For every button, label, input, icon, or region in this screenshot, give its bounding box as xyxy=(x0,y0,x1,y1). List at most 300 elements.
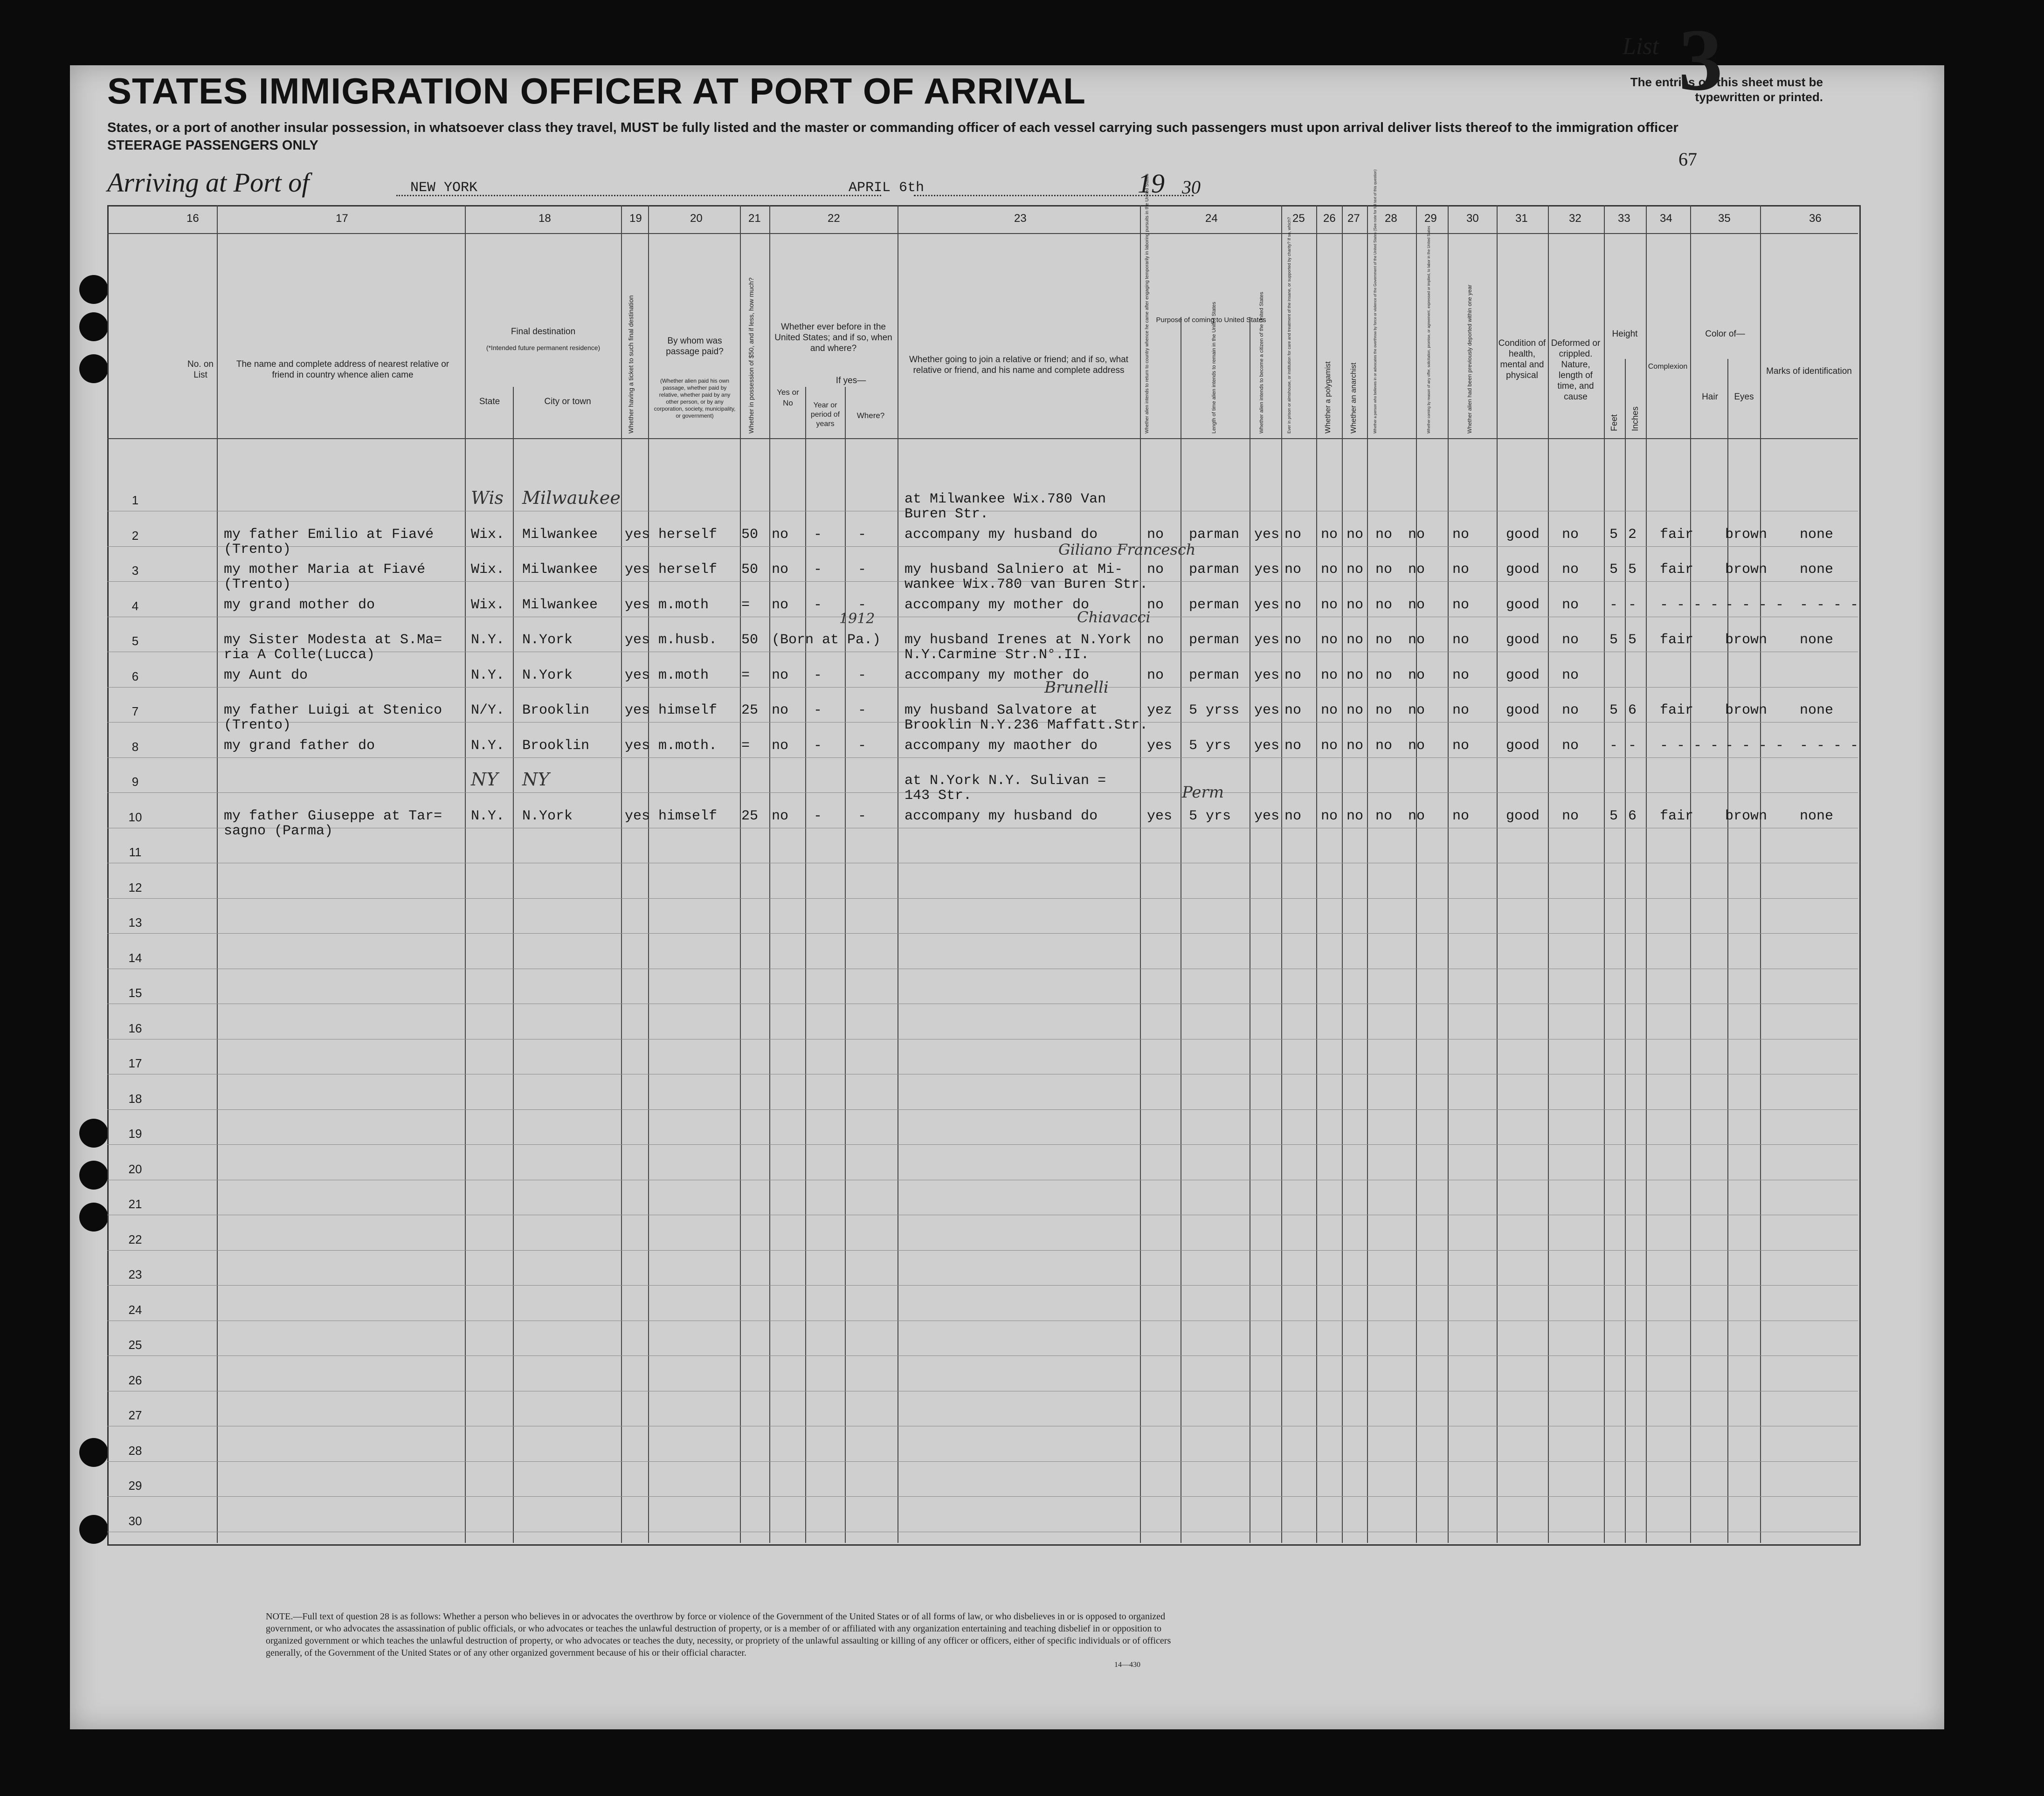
cell-health: good xyxy=(1506,702,1540,718)
cell-paid: m.moth xyxy=(658,667,709,683)
cell-q26: no xyxy=(1321,808,1338,824)
cell-p-b: parman xyxy=(1189,562,1240,578)
cell-paid: m.husb. xyxy=(658,632,718,648)
column-rule xyxy=(465,205,466,1543)
cell-yn: no xyxy=(772,526,789,543)
cell-p-c: yes xyxy=(1254,808,1280,824)
cell-yn: no xyxy=(772,702,789,718)
cell-q29: no xyxy=(1408,526,1425,543)
cell-q25: no xyxy=(1284,737,1302,754)
cell-hair: fair xyxy=(1660,526,1694,543)
colnum-24: 24 xyxy=(1205,212,1218,225)
date-value: APRIL 6th xyxy=(849,180,925,196)
header-final-destination: Final destination xyxy=(511,327,576,337)
colnum-33: 33 xyxy=(1618,212,1630,225)
cell-state: Wix. xyxy=(471,597,505,613)
colnum-31: 31 xyxy=(1515,212,1528,225)
colnum-28: 28 xyxy=(1385,212,1397,225)
cell-yn: no xyxy=(772,808,789,824)
header-where: Where? xyxy=(856,411,885,420)
cell-hair: - - - - xyxy=(1660,737,1719,754)
cell-q29: no xyxy=(1408,702,1425,718)
cell-state: N/Y. xyxy=(471,702,505,718)
cell-inches: 2 xyxy=(1628,526,1637,543)
footer-note: NOTE.—Full text of question 28 is as follows: Whether a person who believes in or advocates the overthrow by force or violence of the Government of the United States or of all forms of law, or who disbelieves in or is opposed to organized government, or who advocates the assassination of public officials, or who advocates or teaches the unlawful destruction of property, or is a member of or affiliated with any organization entertaining and teaching disbelief in or opposition to organized government or which teaches the unlawful destruction of property, or who advocates or teaches the duty, necessity, or propriety of the unlawful assaulting or killing of any officer or officers, either of specific individuals or of officers generally, of the Government of the United States or of any other organized government because of his or their official character. xyxy=(266,1611,1171,1658)
cell-q27: no xyxy=(1347,667,1364,683)
cell-q28: no xyxy=(1375,597,1393,613)
cell-p-c: yes xyxy=(1254,526,1280,543)
cell-period: - xyxy=(814,526,822,543)
column-rule xyxy=(1625,359,1626,1543)
cell-q28: no xyxy=(1375,702,1393,718)
cell-ticket: yes xyxy=(625,808,650,824)
column-rule xyxy=(1548,205,1549,1543)
cell-q29: no xyxy=(1408,597,1425,613)
column-rule xyxy=(621,205,622,1543)
column-rule xyxy=(1140,205,1141,1543)
cell-feet: 5 xyxy=(1609,808,1618,824)
cell-q30: no xyxy=(1452,737,1470,754)
row-number: 11 xyxy=(129,845,142,859)
cell-health: good xyxy=(1506,737,1540,754)
column-rule xyxy=(1497,205,1498,1543)
header-health: Condition of health, mental and physical xyxy=(1498,338,1546,380)
cell-where: - xyxy=(858,562,867,578)
cell-joining2: wankee Wix.780 van Buren Str. xyxy=(905,577,1148,592)
colnum-17: 17 xyxy=(336,212,348,225)
cell-health: good xyxy=(1506,667,1540,683)
cell-p-c: yes xyxy=(1254,562,1280,578)
cell-inches: - xyxy=(1628,597,1637,613)
row-rule xyxy=(107,546,1858,547)
cell-eyes: brown xyxy=(1725,808,1768,824)
handwritten-note: 1912 xyxy=(839,611,875,627)
cell-eyes: brown xyxy=(1725,526,1768,543)
cell-p-a: no xyxy=(1147,597,1164,613)
cell-inches: 5 xyxy=(1628,632,1637,648)
cell-q29: no xyxy=(1408,808,1425,824)
cell-q28: no xyxy=(1375,737,1393,754)
cell-inches: 5 xyxy=(1628,562,1637,578)
cell-money: = xyxy=(741,737,750,754)
colnum-36: 36 xyxy=(1809,212,1822,225)
cell-money: 50 xyxy=(741,632,759,648)
row-rule xyxy=(107,1144,1858,1145)
header-q30: Whether alien had been previously deported within one year xyxy=(1466,284,1473,434)
cell-p-a: yes xyxy=(1147,737,1173,754)
cell-p-b: 5 yrs xyxy=(1189,737,1231,754)
row-number: 14 xyxy=(128,950,142,965)
handwritten-note: Perm xyxy=(1182,783,1224,802)
colnum-35: 35 xyxy=(1718,212,1731,225)
header-passage-paid-note: (Whether alien paid his own passage, whether paid by relative, whether paid by any other person, or by any corporation, society, municipality, or government) xyxy=(654,378,736,419)
header-inches: Inches xyxy=(1630,406,1640,431)
cell-q27: no xyxy=(1347,702,1364,718)
cell-p-a: yez xyxy=(1147,702,1173,718)
cell-p-a: yes xyxy=(1147,808,1173,824)
cell-joining2: 143 Str. xyxy=(905,788,972,804)
cell-health: good xyxy=(1506,808,1540,824)
cell-yn: no xyxy=(772,597,789,613)
cell-where: - xyxy=(858,667,867,683)
cell-ticket: yes xyxy=(625,562,650,578)
row-number: 29 xyxy=(128,1479,142,1493)
row-number: 15 xyxy=(128,986,142,1000)
cell-yn: no xyxy=(772,562,789,578)
form-title: STATES IMMIGRATION OFFICER AT PORT OF ARRIVAL xyxy=(107,70,1086,111)
cell-inches: 6 xyxy=(1628,808,1637,824)
row-number: 16 xyxy=(128,1021,142,1035)
row-rule xyxy=(107,757,1858,758)
handwritten-note: Brunelli xyxy=(1044,678,1109,697)
steerage-label: STEERAGE PASSENGERS ONLY xyxy=(107,138,318,153)
cell-q25: no xyxy=(1284,632,1302,648)
colnum-18: 18 xyxy=(539,212,551,225)
cell-q26: no xyxy=(1321,597,1338,613)
cell-p-b: 5 yrss xyxy=(1189,702,1240,718)
cell-q25: no xyxy=(1284,702,1302,718)
column-rule xyxy=(1604,205,1605,1543)
cell-rel1: my Aunt do xyxy=(224,667,308,683)
cell-p-a: no xyxy=(1147,526,1164,543)
row-rule xyxy=(107,1285,1858,1286)
cell-joining2: N.Y.Carmine Str.N°.II. xyxy=(905,647,1090,663)
cell-paid: m.moth. xyxy=(658,737,718,754)
punch-hole xyxy=(79,1515,108,1544)
row-rule xyxy=(107,1496,1858,1497)
cell-ticket: yes xyxy=(625,632,650,648)
column-rule xyxy=(1342,205,1343,1543)
row-number: 18 xyxy=(128,1091,142,1106)
colnum-21: 21 xyxy=(748,212,761,225)
cell-joining: my husband Salniero at Mi- xyxy=(905,562,1123,578)
cell-city: N.York xyxy=(522,667,573,683)
cell-p-c: yes xyxy=(1254,597,1280,613)
colnum-22: 22 xyxy=(828,212,840,225)
page-number: 67 xyxy=(1678,149,1697,170)
row-rule xyxy=(107,687,1858,688)
cell-feet: 5 xyxy=(1609,526,1618,543)
cell-ticket: yes xyxy=(625,526,650,543)
cell-rel1: my Sister Modesta at S.Ma= xyxy=(224,632,442,648)
cell-eyes: brown xyxy=(1725,562,1768,578)
column-rule xyxy=(1416,205,1417,1543)
cell-eyes: brown xyxy=(1725,702,1768,718)
form-subtitle: States, or a port of another insular possession, in whatsoever class they travel, MUST be fully listed and the master or commanding officer of each vessel carrying such passengers must upon arrival deliver lists thereof to the immigration officer xyxy=(107,120,1678,135)
row-number: 10 xyxy=(128,810,142,824)
row-number: 27 xyxy=(128,1408,142,1422)
cell-p-c: yes xyxy=(1254,667,1280,683)
header-if-yes: If yes— xyxy=(836,376,866,385)
cell-period: - xyxy=(814,562,822,578)
cell-rel2: (Trento) xyxy=(224,577,291,592)
cell-rel2: sagno (Parma) xyxy=(224,823,333,839)
cell-q28: no xyxy=(1375,526,1393,543)
year-suffix: 30 xyxy=(1182,177,1201,198)
cell-deformed: no xyxy=(1562,632,1579,648)
cell-joining2: Brooklin N.Y.236 Maffatt.Str. xyxy=(905,717,1148,733)
row-rule xyxy=(107,1109,1858,1110)
cell-state: N.Y. xyxy=(471,737,505,754)
cell-p-b: perman xyxy=(1189,667,1240,683)
colnum-20: 20 xyxy=(690,212,703,225)
cell-q30: no xyxy=(1452,597,1470,613)
cell-period: - xyxy=(814,808,822,824)
cell-money: = xyxy=(741,667,750,683)
cell-q27: no xyxy=(1347,562,1364,578)
cell-where: - xyxy=(858,526,867,543)
cell-q30: no xyxy=(1452,632,1470,648)
cell-feet: 5 xyxy=(1609,702,1618,718)
handwritten-note: Chiavacci xyxy=(1077,608,1151,626)
cell-feet: 5 xyxy=(1609,562,1618,578)
row-number: 20 xyxy=(128,1162,142,1176)
cell-joining: my husband Irenes at N.York xyxy=(905,632,1132,648)
cell-feet: 5 xyxy=(1609,632,1618,648)
cell-marks: none xyxy=(1800,808,1834,824)
cell-q29: no xyxy=(1408,737,1425,754)
colnum-16: 16 xyxy=(186,212,199,225)
cell-q25: no xyxy=(1284,808,1302,824)
cell-deformed: no xyxy=(1562,667,1579,683)
cell-ticket: yes xyxy=(625,597,650,613)
row-number: 30 xyxy=(128,1514,142,1528)
punch-hole xyxy=(79,1119,108,1148)
row-number: 21 xyxy=(128,1197,142,1211)
cell-city: Brooklin xyxy=(522,737,590,754)
header-state: State xyxy=(479,397,500,406)
cell-health: good xyxy=(1506,562,1540,578)
cell-q30: no xyxy=(1452,808,1470,824)
row-number: 3 xyxy=(131,564,139,578)
column-rule xyxy=(1646,205,1647,1543)
cell-yn: (Born at Pa.) xyxy=(772,632,881,648)
cell-health: good xyxy=(1506,632,1540,648)
colnum-30: 30 xyxy=(1466,212,1479,225)
row-number: 4 xyxy=(131,599,139,613)
column-rule xyxy=(845,387,846,1543)
list-label: List xyxy=(1623,33,1659,60)
cell-deformed: no xyxy=(1562,737,1579,754)
cell-joining: accompany my maother do xyxy=(905,737,1098,754)
punch-hole xyxy=(79,1161,108,1190)
cell-feet: - xyxy=(1609,737,1618,754)
cell-yn: no xyxy=(772,667,789,683)
cell-q27: no xyxy=(1347,632,1364,648)
cell-rel2: ria A Colle(Lucca) xyxy=(224,647,375,663)
header-before-us: Whether ever before in the United States; and if so, when and where? xyxy=(774,322,892,353)
cell-joining: at Milwankee Wix.780 Van xyxy=(905,491,1106,507)
cell-marks: - - - - xyxy=(1800,597,1859,613)
header-polygamist: Whether a polygamist xyxy=(1324,361,1332,434)
column-rule xyxy=(217,205,218,1543)
cell-health: good xyxy=(1506,597,1540,613)
cell-q25: no xyxy=(1284,597,1302,613)
header-rule xyxy=(107,233,1858,234)
form-code: 14—430 xyxy=(1114,1661,1140,1669)
cell-state: Wix. xyxy=(471,562,505,578)
cell-joining2: Buren Str. xyxy=(905,506,989,522)
cell-state: Wis xyxy=(471,488,504,508)
cell-q26: no xyxy=(1321,702,1338,718)
column-rule xyxy=(1690,205,1691,1543)
cell-deformed: no xyxy=(1562,808,1579,824)
cell-hair: fair xyxy=(1660,702,1694,718)
cell-q26: no xyxy=(1321,667,1338,683)
cell-where: - xyxy=(858,737,867,754)
punch-hole xyxy=(79,354,108,383)
header-city: City or town xyxy=(544,397,591,406)
row-rule xyxy=(107,1250,1858,1251)
cell-p-c: yes xyxy=(1254,737,1280,754)
cell-hair: fair xyxy=(1660,562,1694,578)
cell-where: - xyxy=(858,808,867,824)
cell-q29: no xyxy=(1408,632,1425,648)
row-number: 22 xyxy=(128,1232,142,1246)
header-period: Year or period of years xyxy=(810,401,840,428)
handwritten-note: Giliano Francesch xyxy=(1058,541,1196,558)
year-prefix: 19 xyxy=(1138,168,1165,199)
cell-q30: no xyxy=(1452,526,1470,543)
colnum-27: 27 xyxy=(1347,212,1360,225)
cell-p-b: perman xyxy=(1189,632,1240,648)
column-rule xyxy=(513,387,514,1543)
cell-health: good xyxy=(1506,526,1540,543)
cell-joining: at N.York N.Y. Sulivan = xyxy=(905,773,1106,789)
punch-hole xyxy=(79,1438,108,1467)
cell-hair: - - - - xyxy=(1660,597,1719,613)
header-passage-paid: By whom was passage paid? xyxy=(666,336,724,357)
list-number: 3 xyxy=(1678,11,1723,109)
cell-joining: accompany my mother do xyxy=(905,597,1090,613)
row-number: 5 xyxy=(131,634,139,648)
cell-deformed: no xyxy=(1562,702,1579,718)
header-purpose-c: Whether alien intends to become a citizen of the United States xyxy=(1259,292,1264,434)
port-value: NEW YORK xyxy=(410,180,478,196)
cell-rel1: my father Emilio at Fiavé xyxy=(224,526,434,543)
row-rule xyxy=(107,898,1858,899)
cell-p-b: 5 yrs xyxy=(1189,808,1231,824)
cell-q26: no xyxy=(1321,526,1338,543)
row-number: 26 xyxy=(128,1373,142,1387)
cell-marks: - - - - xyxy=(1800,737,1859,754)
cell-yn: no xyxy=(772,737,789,754)
row-number: 8 xyxy=(131,739,139,754)
row-number: 12 xyxy=(128,880,142,895)
list-instructions: The entries on this sheet must be typewritten or printed. xyxy=(1630,75,1823,104)
cell-q26: no xyxy=(1321,562,1338,578)
header-q28: Whether a person who believes in or advocates the overthrow by force or violence of the Government of the United States (See note for full text of this question) xyxy=(1373,169,1377,434)
row-number: 1 xyxy=(131,493,139,507)
cell-q28: no xyxy=(1375,808,1393,824)
row-number: 17 xyxy=(128,1056,142,1070)
cell-q29: no xyxy=(1408,562,1425,578)
header-marks: Marks of identification xyxy=(1766,366,1852,376)
header-color-of: Color of— xyxy=(1705,329,1745,339)
cell-state: Wix. xyxy=(471,526,505,543)
cell-money: 25 xyxy=(741,702,759,718)
cell-eyes: - - - - xyxy=(1725,737,1784,754)
row-number: 28 xyxy=(128,1443,142,1458)
cell-joining: accompany my husband do xyxy=(905,808,1098,824)
header-deformed: Deformed or crippled. Nature, length of time, and cause xyxy=(1551,338,1601,402)
cell-city: N.York xyxy=(522,808,573,824)
cell-p-c: yes xyxy=(1254,632,1280,648)
header-purpose-a: Whether alien intends to return to country whence he came after engaging temporarily in laboring pursuits in the United States xyxy=(1145,173,1150,434)
colnum-26: 26 xyxy=(1323,212,1336,225)
cell-city: Brooklin xyxy=(522,702,590,718)
header-nearest-relative: The name and complete address of nearest relative or friend in country whence alien came xyxy=(236,359,449,380)
cell-q28: no xyxy=(1375,667,1393,683)
cell-q28: no xyxy=(1375,562,1393,578)
cell-joining: my husband Salvatore at xyxy=(905,702,1098,718)
header-joining: Whether going to join a relative or friend; and if so, what relative or friend, and his name and complete address xyxy=(909,355,1128,375)
cell-q26: no xyxy=(1321,737,1338,754)
cell-marks: none xyxy=(1800,526,1834,543)
cell-joining: accompany my mother do xyxy=(905,667,1090,683)
cell-inches: - xyxy=(1628,737,1637,754)
cell-p-a: no xyxy=(1147,632,1164,648)
cell-q30: no xyxy=(1452,702,1470,718)
cell-state: NY xyxy=(471,769,498,790)
row-number: 2 xyxy=(131,528,139,543)
column-rule xyxy=(1448,205,1449,1543)
cell-joining: accompany my husband do xyxy=(905,526,1098,543)
cell-q28: no xyxy=(1375,632,1393,648)
colnum-19: 19 xyxy=(629,212,642,225)
cell-p-b: parman xyxy=(1189,526,1240,543)
cell-paid: herself xyxy=(658,526,718,543)
cell-state: N.Y. xyxy=(471,808,505,824)
row-number: 19 xyxy=(128,1127,142,1141)
cell-q25: no xyxy=(1284,562,1302,578)
cell-ticket: yes xyxy=(625,702,650,718)
cell-rel2: (Trento) xyxy=(224,717,291,733)
cell-period: - xyxy=(814,737,822,754)
cell-q27: no xyxy=(1347,737,1364,754)
cell-money: = xyxy=(741,597,750,613)
row-rule xyxy=(107,1461,1858,1462)
colnum-34: 34 xyxy=(1660,212,1672,225)
punch-hole xyxy=(79,1203,108,1232)
header-rule xyxy=(107,438,1858,439)
cell-p-a: no xyxy=(1147,667,1164,683)
header-feet: Feet xyxy=(1609,414,1619,431)
cell-paid: himself xyxy=(658,702,718,718)
cell-q27: no xyxy=(1347,808,1364,824)
cell-period: - xyxy=(814,667,822,683)
cell-deformed: no xyxy=(1562,597,1579,613)
column-rule xyxy=(1281,205,1282,1543)
colnum-32: 32 xyxy=(1569,212,1581,225)
header-ticket: Whether having a ticket to such final destination xyxy=(627,295,635,434)
cell-rel1: my mother Maria at Fiavé xyxy=(224,562,426,578)
row-rule xyxy=(107,933,1858,934)
column-rule xyxy=(740,205,741,1543)
column-rule xyxy=(1760,205,1761,1543)
cell-where: - xyxy=(858,597,867,613)
cell-rel1: my father Luigi at Stenico xyxy=(224,702,442,718)
row-number: 6 xyxy=(131,669,139,683)
cell-q30: no xyxy=(1452,667,1470,683)
cell-city: Milwankee xyxy=(522,597,598,613)
cell-city: Milwankee xyxy=(522,526,598,543)
cell-rel1: my father Giuseppe at Tar= xyxy=(224,808,442,824)
cell-q30: no xyxy=(1452,562,1470,578)
header-hair: Hair xyxy=(1702,392,1718,402)
cell-rel2: (Trento) xyxy=(224,541,291,557)
row-number: 7 xyxy=(131,704,139,718)
